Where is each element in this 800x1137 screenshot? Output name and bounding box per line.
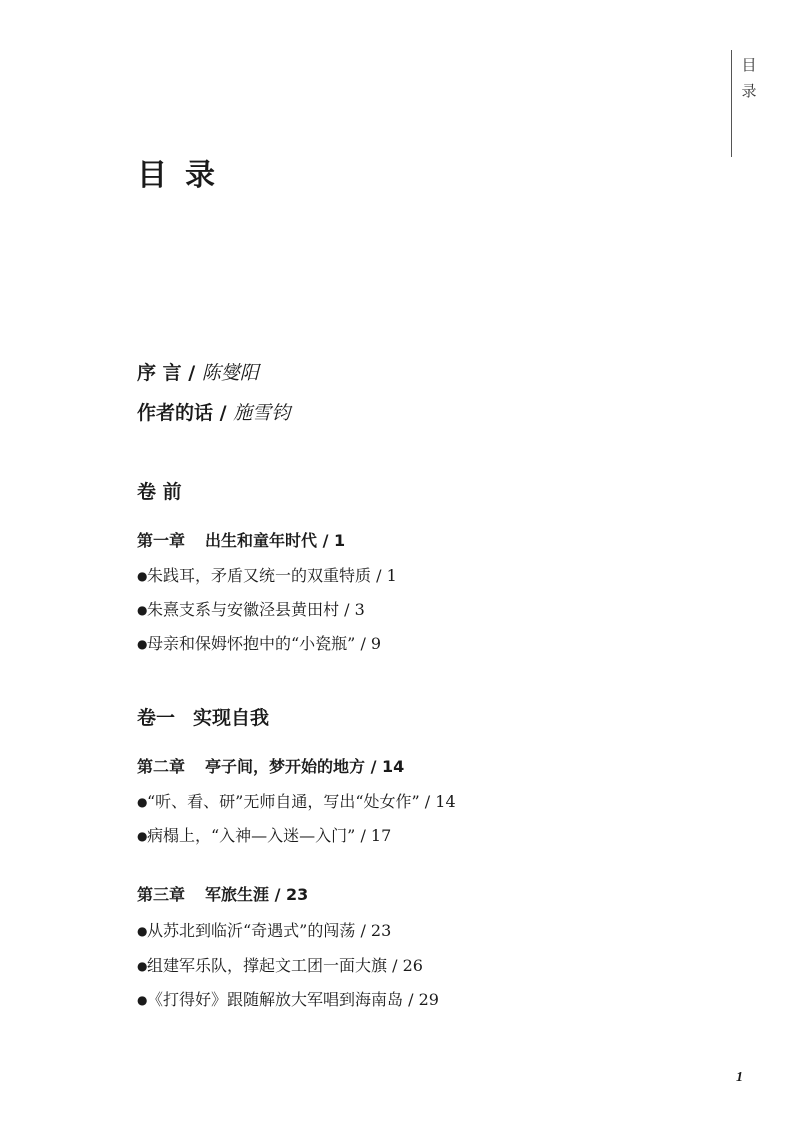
toc-entry[interactable]	[137, 953, 423, 976]
bullet-icon: ●	[137, 637, 148, 651]
bullet-icon: ●	[137, 795, 148, 809]
chapter-title: 出生和童年时代 / 1	[205, 531, 346, 550]
bullet-icon: ●	[137, 569, 148, 583]
front-matter-author: 施雪钧	[233, 402, 291, 424]
page-title: 目录	[137, 158, 233, 193]
bullet-icon: ●	[137, 959, 148, 973]
header-tab-char: 目	[741, 56, 757, 74]
bullet-icon: ●	[137, 829, 148, 843]
header-tab-label	[739, 52, 759, 104]
header-tab-char: 录	[741, 82, 757, 100]
toc-entry[interactable]	[137, 823, 391, 846]
toc-entry-text: 从苏北到临沂“奇遇式”的闯荡 / 23	[147, 921, 392, 940]
toc-entry-text: 朱践耳，矛盾又统一的双重特质 / 1	[147, 566, 397, 585]
toc-entry-text: 朱熹支系与安徽泾县黄田村 / 3	[147, 600, 365, 619]
page-number: 1	[736, 1070, 743, 1085]
chapter-number: 第二章	[137, 757, 186, 776]
toc-entry-text: 病榻上，“入神—入迷—入门” / 17	[147, 826, 392, 845]
part-number: 卷一	[137, 707, 176, 729]
part-heading-prologue[interactable]	[137, 477, 182, 504]
toc-entry-text: 母亲和保姆怀抱中的“小瓷瓶” / 9	[147, 634, 382, 653]
toc-entry-text: 组建军乐队，撑起文工团一面大旗 / 26	[147, 956, 423, 975]
chapter-number: 第一章	[137, 531, 186, 550]
front-matter-label: 作者的话 /	[137, 402, 234, 424]
front-matter-author: 陈燮阳	[201, 362, 259, 384]
header-tab-rule	[731, 50, 732, 157]
front-matter-authors-note[interactable]	[137, 398, 290, 425]
toc-entry[interactable]	[137, 987, 439, 1010]
chapter-title: 军旅生涯 / 23	[205, 885, 309, 904]
toc-entry[interactable]	[137, 597, 365, 620]
part-heading-1[interactable]	[137, 703, 269, 730]
toc-entry[interactable]	[137, 789, 456, 812]
toc-entry-text: “听、看、研”无师自通，写出“处女作” / 14	[147, 792, 456, 811]
chapter-number: 第三章	[137, 885, 186, 904]
chapter-heading-3[interactable]	[137, 882, 308, 905]
front-matter-label: 序 言 /	[137, 362, 202, 384]
part-title: 实现自我	[193, 707, 270, 729]
front-matter-preface[interactable]	[137, 358, 259, 385]
toc-entry-text: 《打得好》跟随解放大军唱到海南岛 / 29	[147, 990, 439, 1009]
chapter-title: 亭子间，梦开始的地方 / 14	[205, 757, 405, 776]
toc-entry[interactable]	[137, 631, 381, 654]
toc-entry[interactable]	[137, 563, 397, 586]
chapter-heading-2[interactable]	[137, 754, 404, 777]
bullet-icon: ●	[137, 603, 148, 617]
toc-entry[interactable]	[137, 918, 391, 941]
part-title: 卷 前	[137, 481, 182, 503]
bullet-icon: ●	[137, 993, 148, 1007]
chapter-heading-1[interactable]	[137, 528, 345, 551]
bullet-icon: ●	[137, 924, 148, 938]
